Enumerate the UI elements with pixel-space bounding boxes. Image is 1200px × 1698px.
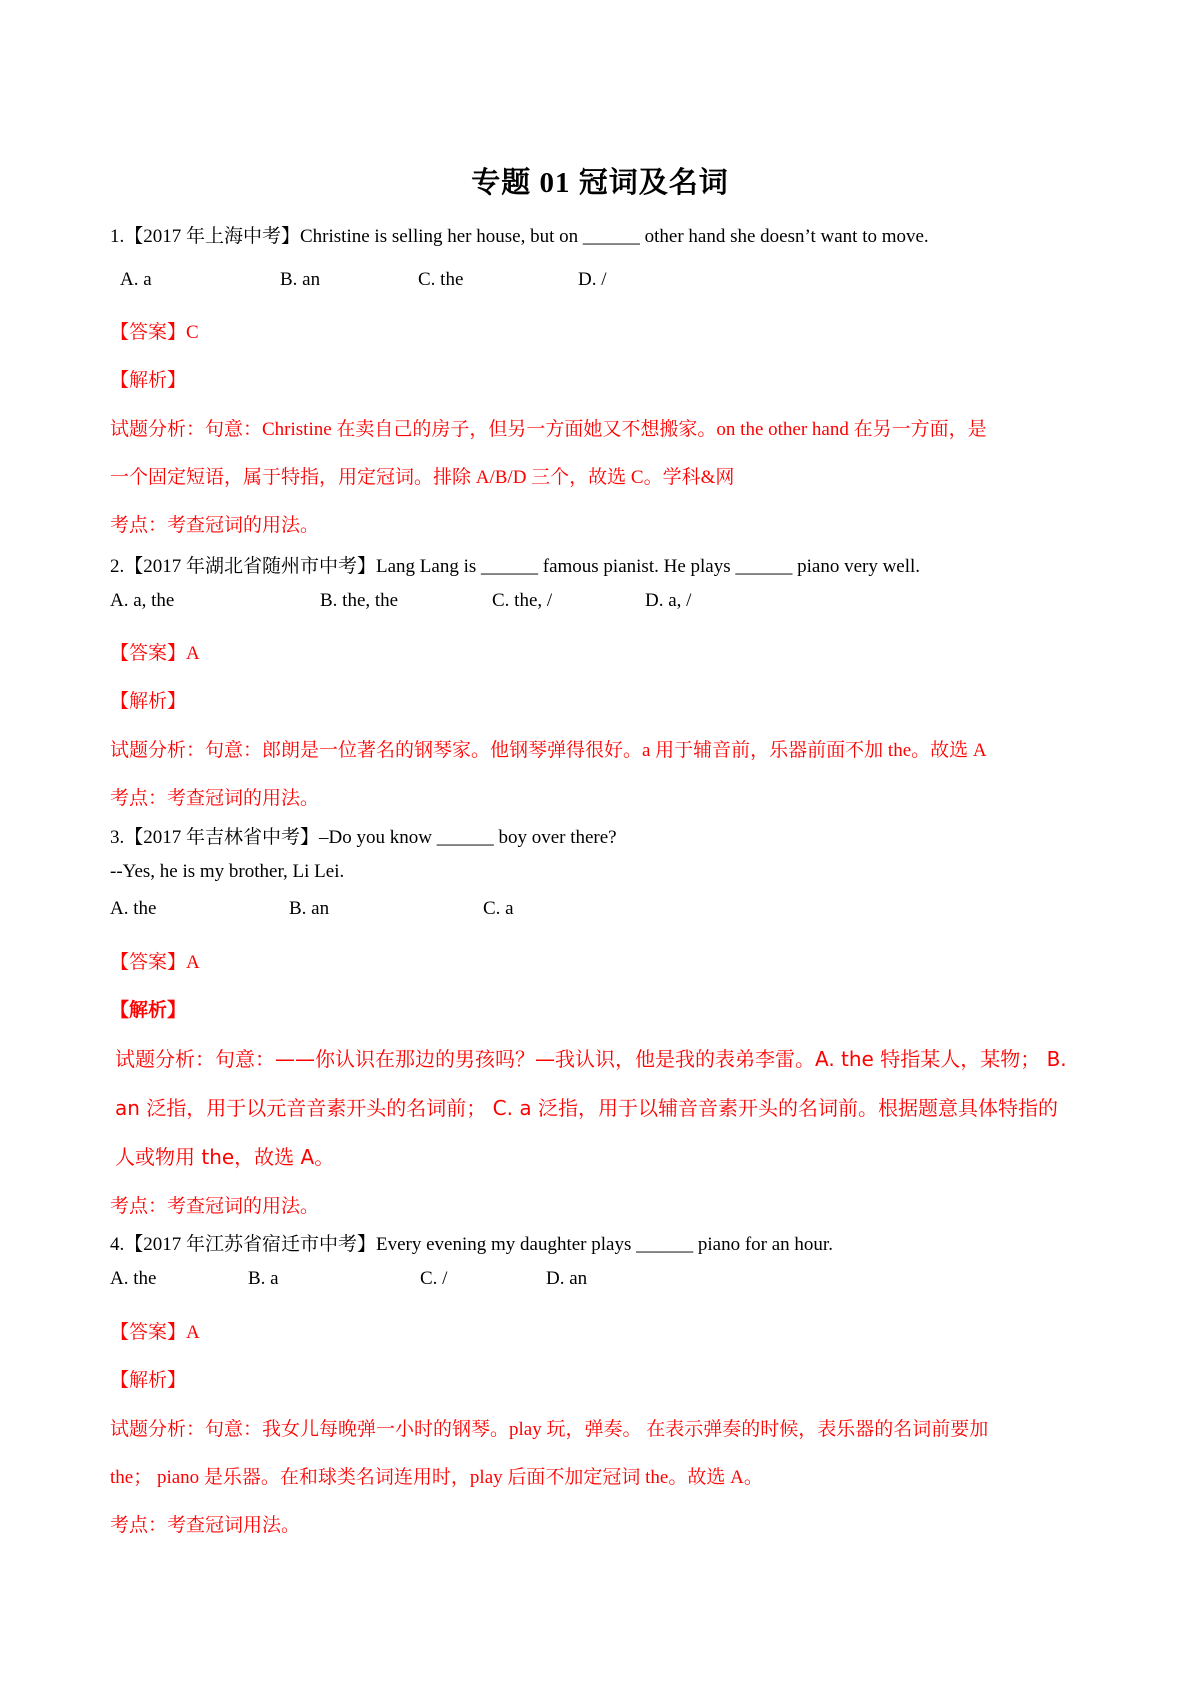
q2-answer: 【答案】A	[110, 643, 200, 664]
q4-option-b: B. a	[248, 1268, 279, 1289]
q3-analysis-label: 【解析】	[110, 1000, 187, 1021]
q2-option-b: B. the, the	[320, 590, 399, 611]
q4-answer: 【答案】A	[110, 1322, 200, 1343]
q3-answer: 【答案】A	[110, 952, 200, 973]
q1-option-d: D. /	[578, 269, 607, 290]
q2-test-point: 考点：考查冠词的用法。	[110, 788, 320, 809]
q2-option-d: D. a, /	[645, 590, 692, 611]
q3-analysis-line-2: an 泛指，用于以元音音素开头的名词前； C. a 泛指，用于以辅音音素开头的名词前。根据题意具体特指的	[115, 1096, 1058, 1120]
q1-option-a: A. a	[120, 269, 152, 290]
q2-option-a: A. a, the	[110, 590, 175, 611]
q4-option-d: D. an	[546, 1268, 588, 1289]
q3-analysis-line-1: 试题分析：句意：——你认识在那边的男孩吗？—我认识，他是我的表弟李雷。A. the 特指某人，某物； B.	[115, 1047, 1067, 1071]
q4-analysis-line-2: the； piano 是乐器。在和球类名词连用时，play 后面不加定冠词 the。故选 A。	[110, 1467, 763, 1488]
q4-analysis-line-1: 试题分析：句意：我女儿每晚弹一小时的钢琴。play 玩，弹奏。 在表示弹奏的时候，表乐器的名词前要加	[110, 1419, 989, 1440]
q3-analysis-line-3: 人或物用 the，故选 A。	[115, 1145, 335, 1169]
question-3-stem-reply: --Yes, he is my brother, Li Lei.	[110, 861, 345, 882]
q3-test-point: 考点：考查冠词的用法。	[110, 1196, 320, 1217]
q4-option-c: C. /	[420, 1268, 448, 1289]
question-1-stem: 1.【2017 年上海中考】Christine is selling her house, but on ______ other hand she doesn’t want to move.	[110, 226, 929, 247]
q1-test-point: 考点：考查冠词的用法。	[110, 515, 320, 536]
q1-option-c: C. the	[418, 269, 464, 290]
page-title: 专题 01 冠词及名词	[471, 167, 729, 199]
q2-analysis-label: 【解析】	[110, 691, 187, 712]
q2-analysis-line-1: 试题分析：句意：郎朗是一位著名的钢琴家。他钢琴弹得很好。a 用于辅音前，乐器前面不加 the。故选 A	[110, 740, 987, 761]
q1-answer: 【答案】C	[110, 322, 199, 343]
q1-analysis-line-2: 一个固定短语，属于特指，用定冠词。排除 A/B/D 三个，故选 C。学科&网	[110, 467, 735, 488]
question-2-stem: 2.【2017 年湖北省随州市中考】Lang Lang is ______ famous pianist. He plays ______ piano very well.	[110, 556, 921, 577]
q1-option-b: B. an	[280, 269, 321, 290]
q3-option-b: B. an	[289, 898, 330, 919]
question-3-stem: 3.【2017 年吉林省中考】–Do you know ______ boy over there?	[110, 827, 617, 848]
q4-test-point: 考点：考查冠词用法。	[110, 1515, 301, 1536]
q2-option-c: C. the, /	[492, 590, 553, 611]
q3-option-c: C. a	[483, 898, 514, 919]
q4-analysis-label: 【解析】	[110, 1370, 187, 1391]
q4-option-a: A. the	[110, 1268, 157, 1289]
question-4-stem: 4.【2017 年江苏省宿迁市中考】Every evening my daughter plays ______ piano for an hour.	[110, 1234, 833, 1255]
q1-analysis-line-1: 试题分析：句意：Christine 在卖自己的房子，但另一方面她又不想搬家。on the other hand 在另一方面，是	[110, 419, 987, 440]
q3-option-a: A. the	[110, 898, 157, 919]
q1-analysis-label: 【解析】	[110, 370, 187, 391]
